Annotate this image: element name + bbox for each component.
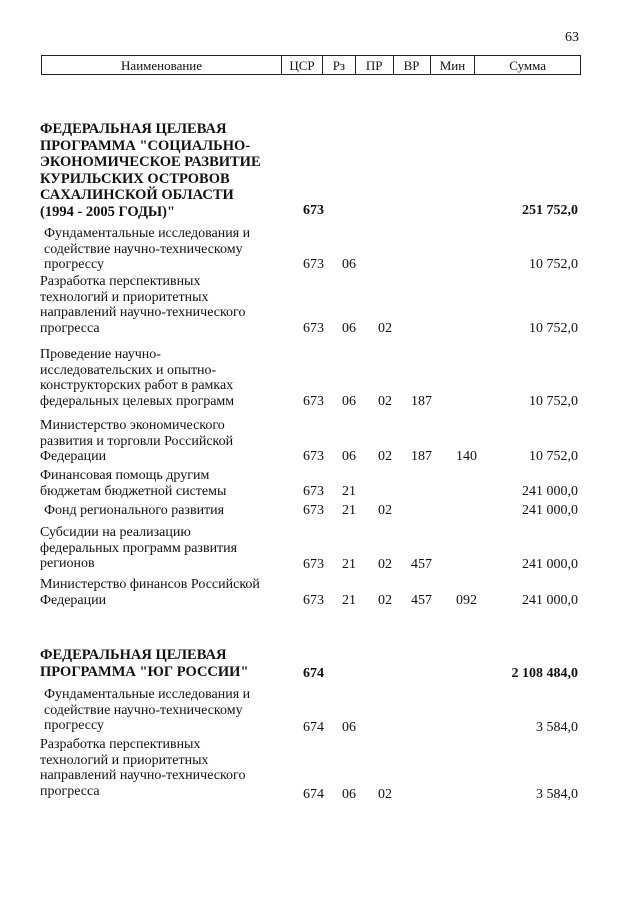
page-number: 63 [565,30,579,45]
row-vr: 187 [411,449,432,464]
row-rz: 21 [342,503,356,518]
row-rz: 21 [342,593,356,608]
row-sum: 10 752,0 [529,321,578,336]
row-sum: 10 752,0 [529,257,578,272]
row-csr: 673 [303,484,324,499]
row-name: ФЕДЕРАЛЬНАЯ ЦЕЛЕВАЯ ПРОГРАММА "СОЦИАЛЬНО-ЭКОНОМИЧЕСКОЕ РАЗВИТИЕ КУРИЛЬСКИХ ОСТРОВОВ САХАЛИНСКОЙ ОБЛАСТИ (1994 - 2005 ГОДЫ)" [40,121,261,220]
header-rz: Рз [323,56,356,74]
row-pr: 02 [378,449,392,464]
row-name: Фундаментальные исследования и содействие научно-техническому прогрессу [44,687,251,733]
row-name: Министерство финансов Российской Федерации [40,577,260,608]
row-pr: 02 [378,503,392,518]
row-pr: 02 [378,321,392,336]
row-name: Фундаментальные исследования и содействие научно-техническому прогрессу [44,226,251,272]
row-sum: 3 584,0 [536,787,578,802]
row-name: Разработка перспективных технологий и приоритетных направлений научно-технического прогресса [40,737,246,799]
row-rz: 06 [342,257,356,272]
row-rz: 06 [342,720,356,735]
row-csr: 673 [303,557,324,572]
header-sum: Сумма [509,57,547,73]
row-rz: 06 [342,394,356,409]
row-csr: 673 [303,203,324,218]
row-rz: 06 [342,321,356,336]
table-header [41,55,581,75]
row-min: 092 [456,593,477,608]
header-name: Наименование [42,56,282,74]
row-csr: 674 [303,787,324,802]
header-csr: ЦСР [282,56,323,74]
row-sum: 241 000,0 [522,557,578,572]
row-pr: 02 [378,593,392,608]
row-name: Проведение научно-исследовательских и опытно-конструкторских работ в рамках федеральных целевых программ [40,347,235,409]
row-sum: 241 000,0 [522,593,578,608]
row-min: 140 [456,449,477,464]
row-rz: 21 [342,557,356,572]
row-name: Министерство экономического развития и торговли Российской Федерации [40,418,234,464]
row-csr: 673 [303,321,324,336]
row-rz: 06 [342,787,356,802]
row-name: Фонд регионального развития [44,503,225,518]
row-sum: 10 752,0 [529,449,578,464]
row-name: ФЕДЕРАЛЬНАЯ ЦЕЛЕВАЯ ПРОГРАММА "ЮГ РОССИИ" [40,647,249,680]
row-vr: 457 [411,557,432,572]
row-csr: 673 [303,503,324,518]
row-rz: 06 [342,449,356,464]
header-min: Мин [431,56,476,74]
header-pr: ПР [356,56,394,74]
row-sum: 241 000,0 [522,484,578,499]
row-sum: 251 752,0 [522,203,578,218]
row-sum: 2 108 484,0 [511,666,578,681]
header-vr: ВР [394,56,431,74]
row-rz: 21 [342,484,356,499]
row-name: Субсидии на реализацию федеральных программ развития регионов [40,525,238,571]
row-pr: 02 [378,557,392,572]
row-csr: 673 [303,257,324,272]
row-sum: 3 584,0 [536,720,578,735]
row-vr: 457 [411,593,432,608]
row-vr: 187 [411,394,432,409]
row-csr: 674 [303,666,324,681]
row-name: Финансовая помощь другим бюджетам бюджетной системы [40,468,227,499]
row-pr: 02 [378,394,392,409]
row-csr: 674 [303,720,324,735]
row-csr: 673 [303,449,324,464]
row-sum: 241 000,0 [522,503,578,518]
row-sum: 10 752,0 [529,394,578,409]
row-pr: 02 [378,787,392,802]
row-name: Разработка перспективных технологий и приоритетных направлений научно-технического прогресса [40,274,246,336]
row-csr: 673 [303,394,324,409]
row-csr: 673 [303,593,324,608]
